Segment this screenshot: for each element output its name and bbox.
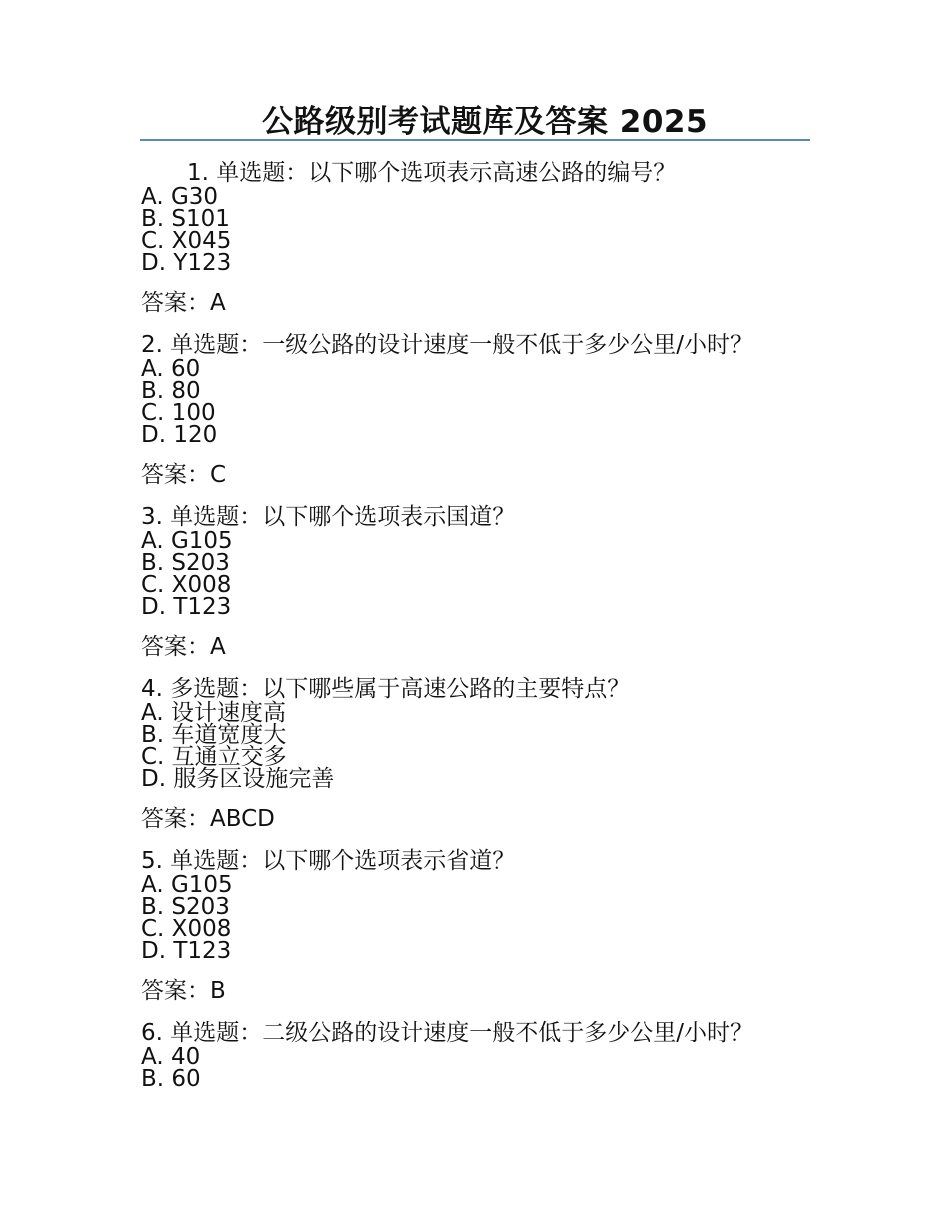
option-a: A. G30 bbox=[141, 184, 219, 210]
option-c: C. X008 bbox=[141, 572, 232, 598]
option-b: B. 80 bbox=[141, 378, 201, 404]
option-a: A. G105 bbox=[141, 528, 233, 554]
option-c: C. 互通立交多 bbox=[141, 744, 287, 770]
answer-line: 答案：ABCD bbox=[141, 806, 275, 832]
option-b: B. 车道宽度大 bbox=[141, 722, 287, 748]
question-4 bbox=[141, 676, 821, 834]
option-b: B. S101 bbox=[141, 206, 230, 232]
question-stem: 3. 单选题：以下哪个选项表示国道？ bbox=[141, 504, 516, 530]
question-1 bbox=[141, 160, 821, 318]
question-stem: 5. 单选题：以下哪个选项表示省道？ bbox=[141, 848, 516, 874]
page-title: 公路级别考试题库及答案 2025 bbox=[261, 104, 709, 140]
question-stem: 4. 多选题：以下哪些属于高速公路的主要特点？ bbox=[141, 676, 631, 702]
option-d: D. 服务区设施完善 bbox=[141, 766, 335, 792]
question-6 bbox=[141, 1020, 821, 1090]
answer-line: 答案：B bbox=[141, 978, 226, 1004]
question-5 bbox=[141, 848, 821, 1006]
option-d: D. 120 bbox=[141, 422, 218, 448]
answer-line: 答案：C bbox=[141, 462, 227, 488]
option-a: A. 60 bbox=[141, 356, 201, 382]
option-c: C. X008 bbox=[141, 916, 232, 942]
question-stem: 1. 单选题：以下哪个选项表示高速公路的编号？ bbox=[187, 160, 677, 186]
option-a: A. G105 bbox=[141, 872, 233, 898]
question-2 bbox=[141, 332, 821, 490]
option-c: C. 100 bbox=[141, 400, 216, 426]
option-a: A. 40 bbox=[141, 1044, 201, 1070]
option-d: D. T123 bbox=[141, 594, 232, 620]
option-d: D. Y123 bbox=[141, 250, 232, 276]
option-c: C. X045 bbox=[141, 228, 232, 254]
question-list bbox=[141, 160, 821, 1090]
question-stem: 2. 单选题：一级公路的设计速度一般不低于多少公里/小时？ bbox=[141, 332, 754, 358]
question-stem: 6. 单选题：二级公路的设计速度一般不低于多少公里/小时？ bbox=[141, 1020, 754, 1046]
option-b: B. S203 bbox=[141, 894, 230, 920]
option-b: B. S203 bbox=[141, 550, 230, 576]
option-d: D. T123 bbox=[141, 938, 232, 964]
title-underline bbox=[140, 139, 810, 141]
option-a: A. 设计速度高 bbox=[141, 700, 286, 726]
option-b: B. 60 bbox=[141, 1066, 201, 1092]
answer-line: 答案：A bbox=[141, 634, 226, 660]
question-3 bbox=[141, 504, 821, 662]
answer-line: 答案：A bbox=[141, 290, 226, 316]
